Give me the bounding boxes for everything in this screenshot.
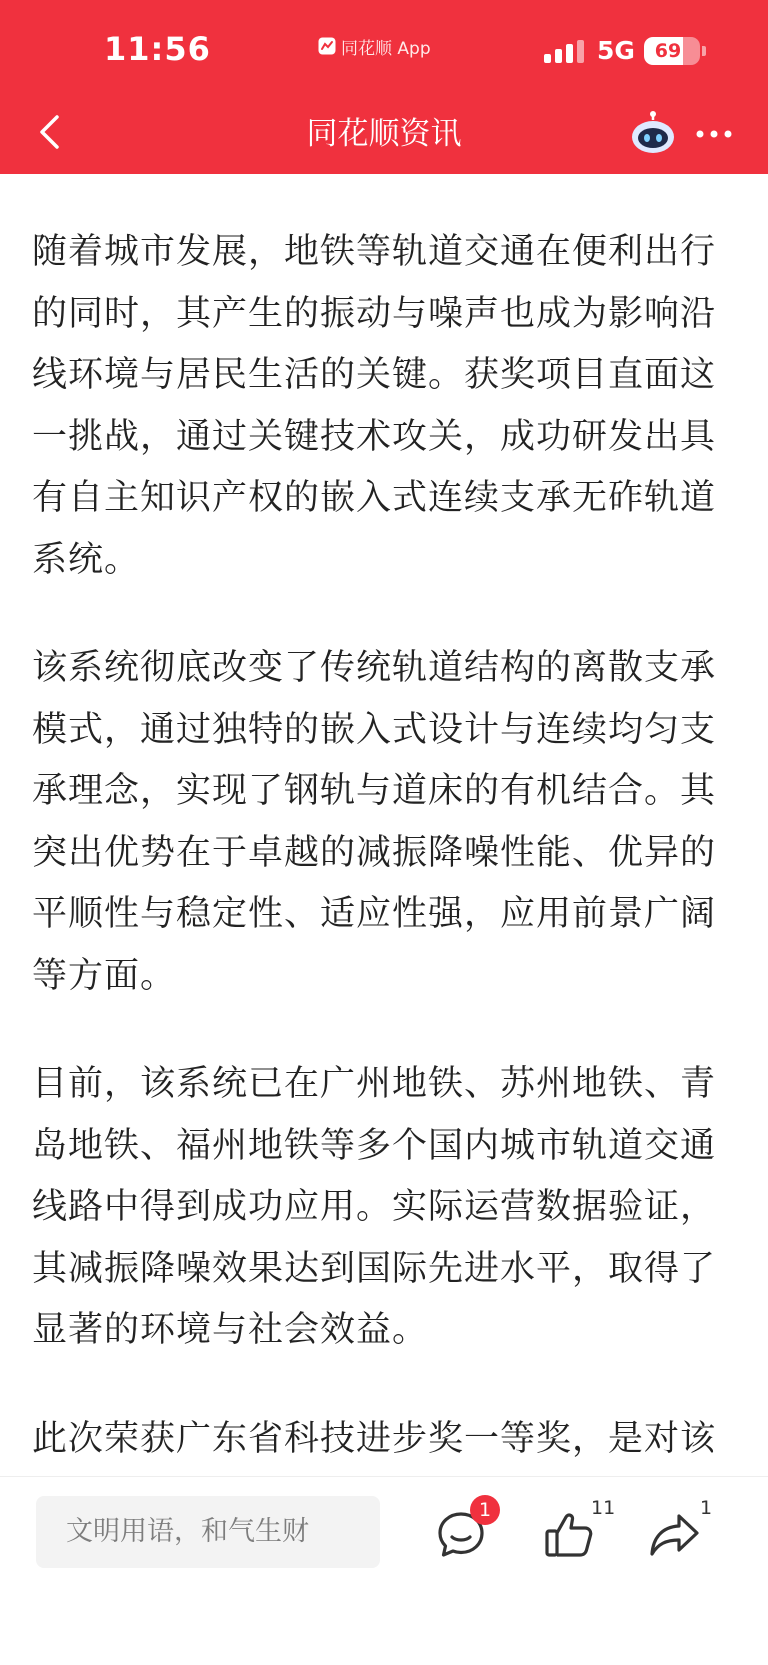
app-logo-icon xyxy=(318,37,336,55)
comment-count-badge: 1 xyxy=(470,1495,500,1525)
status-time: 11:56 xyxy=(104,30,211,68)
app-header xyxy=(0,0,768,174)
share-icon xyxy=(646,1507,702,1563)
comment-input[interactable] xyxy=(36,1496,380,1568)
ai-assistant-button[interactable] xyxy=(628,110,678,156)
source-app-indicator[interactable] xyxy=(318,34,431,58)
like-count: 11 xyxy=(591,1497,616,1519)
network-type: 5G xyxy=(597,36,635,65)
robot-assistant-icon xyxy=(628,110,678,156)
page-title: 同花顺资讯 xyxy=(306,116,462,152)
back-arrow-icon xyxy=(30,110,74,154)
article-paragraph: 目前，该系统已在广州地铁、苏州地铁、青岛地铁、福州地铁等多个国内城市轨道交通线路中得到成功应用。实际运营数据验证，其减振降噪效果达到国际先进水平，取得了显著的环境与社会效益。 xyxy=(32,1064,717,1350)
comment-placeholder: 文明用语，和气生财 xyxy=(66,1516,309,1547)
article-body xyxy=(32,222,748,1476)
battery-indicator xyxy=(644,37,700,65)
article-paragraph: 此次荣获广东省科技进步奖一等奖，是对该 xyxy=(32,1418,717,1459)
bottom-action-bar xyxy=(0,1476,768,1665)
battery-level: 69 xyxy=(654,40,682,62)
source-app-label: 同花顺 App xyxy=(341,38,431,59)
article-paragraph: 随着城市发展，地铁等轨道交通在便利出行的同时，其产生的振动与噪声也成为影响沿线环境与居民生活的关键。获奖项目直面这一挑战，通过关键技术攻关，成功研发出具有自主知识产权的嵌入式连续支承无砟轨道系统。 xyxy=(32,232,717,580)
share-count: 1 xyxy=(700,1497,713,1519)
more-dots-icon xyxy=(690,112,738,156)
share-button[interactable] xyxy=(646,1507,702,1563)
cellular-signal-icon xyxy=(544,40,586,66)
more-options-button[interactable] xyxy=(690,112,738,156)
like-button[interactable] xyxy=(541,1507,597,1563)
thumbs-up-icon xyxy=(541,1507,597,1563)
battery-tip xyxy=(702,46,706,56)
back-button[interactable] xyxy=(30,110,74,154)
article-paragraph: 该系统彻底改变了传统轨道结构的离散支承模式，通过独特的嵌入式设计与连续均匀支承理念，实现了钢轨与道床的有机结合。其突出优势在于卓越的减振降噪性能、优异的平顺性与稳定性、适应性强，应用前景广阔等方面。 xyxy=(32,648,717,996)
